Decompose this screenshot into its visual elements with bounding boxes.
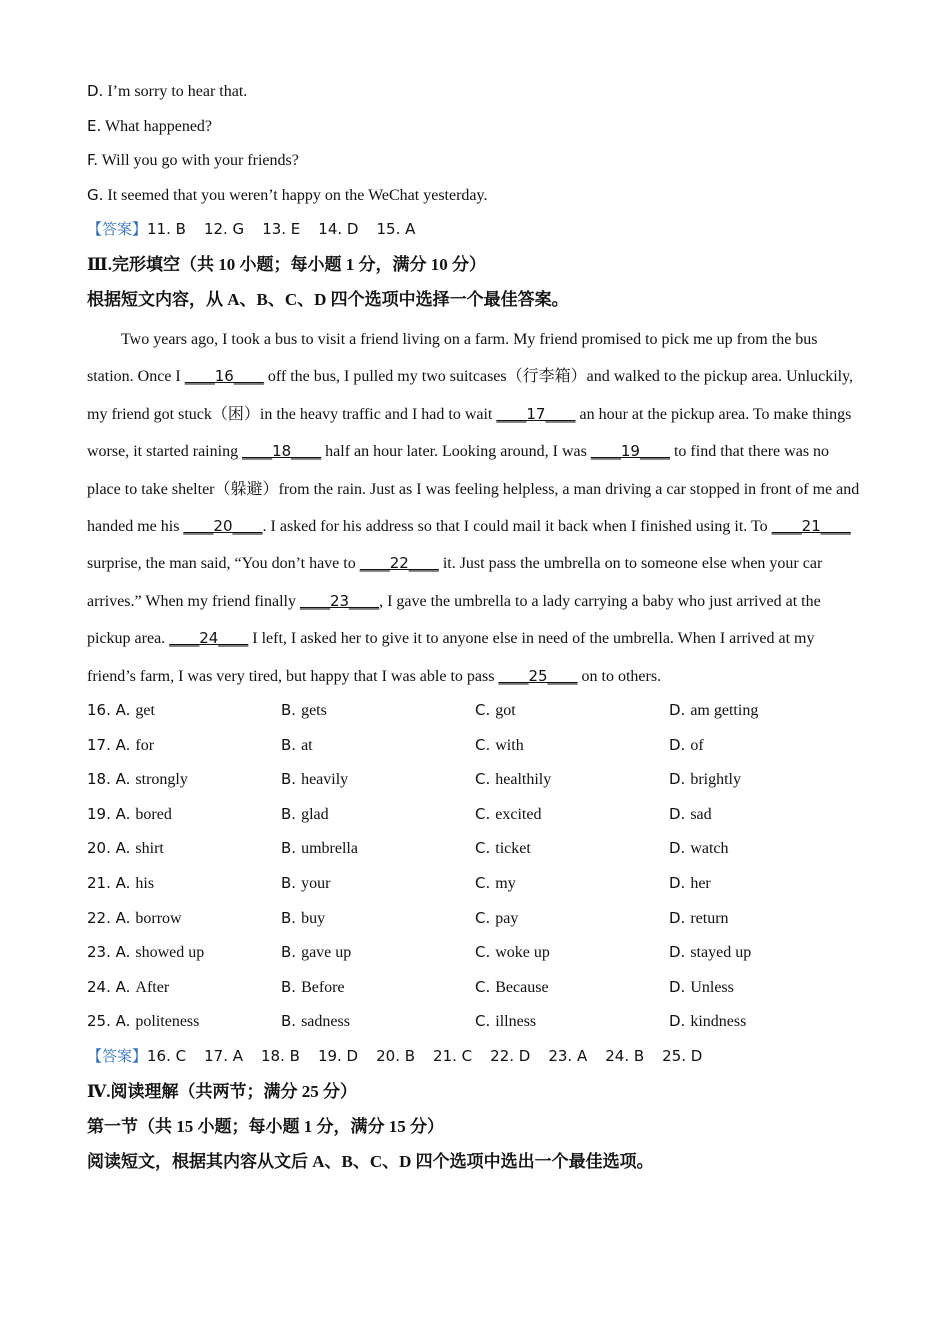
option-text: stayed up [690, 944, 752, 962]
option-text: gave up [301, 944, 352, 962]
option-c [475, 730, 524, 761]
answer-item: 17. A [204, 1046, 244, 1065]
option-b [281, 799, 329, 830]
answer-item: 12. G [203, 220, 245, 239]
option-text: umbrella [301, 840, 358, 858]
option-text: Will you go with your friends? [101, 152, 299, 170]
option-label: C. [475, 839, 491, 858]
option-b [281, 730, 313, 761]
option-label: 24. A. [87, 977, 131, 996]
option-d [669, 868, 711, 899]
section3-title: Ⅲ.完形填空（共 10 小题；每小题 1 分，满分 10 分） [87, 254, 486, 274]
option-d [669, 833, 729, 864]
option-b [281, 903, 325, 934]
answer-item: 18. B [261, 1046, 300, 1065]
option-letter: G. [87, 185, 104, 204]
passage-text: surprise, the man said, “You don’t have to [87, 555, 360, 573]
option-text: of [690, 736, 704, 754]
option-b [281, 1006, 350, 1037]
option-letter: F. [87, 151, 98, 170]
option-label: 23. A. [87, 943, 131, 962]
option-c [475, 1006, 536, 1037]
question-row [87, 695, 867, 730]
option-d [669, 730, 704, 761]
option-c [475, 764, 551, 795]
option-label: D. [669, 908, 686, 927]
blank-19: ____19____ [590, 442, 670, 461]
answer-item: 13. E [262, 220, 301, 239]
answer-tag: 【答案】 [87, 1046, 148, 1065]
option-line-d [87, 76, 867, 111]
option-text: get [135, 702, 155, 720]
option-label: B. [281, 839, 297, 858]
option-text: my [495, 875, 516, 892]
blank-17: ____17____ [496, 404, 576, 423]
option-c [475, 868, 516, 899]
option-label: D. [669, 804, 686, 823]
option-text: sadness [301, 1013, 350, 1031]
option-d [669, 903, 729, 934]
option-letter: D. [87, 82, 104, 100]
option-label: C. [475, 977, 491, 996]
option-text: return [690, 909, 729, 927]
blank-21: ____21____ [771, 517, 851, 535]
option-line-f [87, 145, 867, 180]
blank-22: ____22____ [359, 554, 439, 573]
option-label: 20. A. [87, 839, 131, 858]
option-text: kindness [690, 1013, 747, 1031]
option-text: for [135, 736, 155, 754]
passage-text: . I asked for his address so that I could mail it back when I finished using it. To [262, 518, 772, 535]
option-b [281, 695, 327, 726]
option-label: D. [669, 1012, 686, 1031]
option-label: B. [281, 977, 297, 996]
option-c [475, 799, 541, 830]
option-label: D. [669, 735, 686, 754]
option-label: D. [669, 839, 686, 858]
question-row [87, 764, 867, 799]
option-text: Unless [690, 978, 734, 996]
question-row [87, 730, 867, 765]
section4-instruction: 阅读短文，根据其内容从文后 A、B、C、D 四个选项中选出一个最佳选项。 [87, 1151, 654, 1171]
answer-item: 20. B [376, 1046, 416, 1065]
option-label: B. [281, 701, 297, 720]
question-list [87, 695, 867, 1041]
option-label: D. [669, 770, 686, 789]
option-text: gets [301, 702, 327, 720]
blank-18: ____18____ [242, 442, 322, 461]
option-label: C. [475, 770, 491, 789]
option-b [281, 972, 345, 1003]
option-label: C. [475, 804, 491, 823]
answer-item: 15. A [376, 220, 416, 239]
option-text: It seemed that you weren’t happy on the WeChat yesterday. [107, 186, 488, 204]
option-text: brightly [690, 771, 741, 789]
option-text: glad [301, 805, 329, 823]
option-a [87, 799, 172, 830]
option-label: B. [281, 908, 297, 927]
option-label: D. [669, 701, 686, 720]
section4-part1: 第一节（共 15 小题；每小题 1 分，满分 15 分） [87, 1116, 444, 1136]
answer-item: 23. A [548, 1046, 588, 1065]
option-label: 16. A. [87, 701, 131, 720]
answer-item: 14. D [318, 220, 359, 239]
answer-item: 22. D [490, 1046, 531, 1065]
passage-text: , I gave the umbrella to a lady carrying a baby who just arrived at the pickup area. [87, 592, 821, 648]
option-label: 18. A. [87, 770, 131, 789]
option-text: After [135, 978, 170, 996]
option-label: C. [475, 701, 491, 720]
option-text: shirt [135, 840, 164, 858]
option-text: Because [495, 978, 549, 996]
section3-instruction: 根据短文内容，从 A、B、C、D 四个选项中选择一个最佳答案。 [87, 289, 569, 309]
option-label: 25. A. [87, 1012, 131, 1031]
option-a [87, 903, 182, 934]
question-row [87, 833, 867, 868]
option-label: D. [669, 943, 686, 962]
question-row [87, 903, 867, 938]
option-text: got [495, 702, 516, 720]
answer-tag: 【答案】 [87, 220, 148, 239]
option-label: C. [475, 1012, 491, 1031]
blank-24: ____24____ [169, 629, 249, 648]
option-label: C. [475, 735, 491, 754]
option-label: 22. A. [87, 908, 131, 927]
option-a [87, 1006, 199, 1037]
passage-text: an hour at the pickup area. To make things worse, it started raining [87, 405, 852, 461]
option-c [475, 972, 549, 1003]
option-c [475, 695, 516, 726]
option-d [669, 937, 751, 968]
option-label: B. [281, 735, 297, 754]
option-text: I’m sorry to hear that. [107, 83, 248, 100]
option-b [281, 937, 351, 968]
option-label: C. [475, 943, 491, 962]
option-label: B. [281, 804, 297, 823]
option-text: ticket [495, 840, 531, 858]
cloze-passage [87, 321, 865, 695]
option-line-e [87, 111, 867, 146]
option-label: B. [281, 1012, 297, 1031]
option-label: 19. A. [87, 804, 131, 823]
answer-item: 25. D [662, 1046, 703, 1065]
option-a [87, 937, 204, 968]
option-text: excited [495, 805, 542, 823]
option-text: woke up [495, 944, 550, 962]
option-text: pay [495, 909, 519, 927]
answer-line-1 [87, 214, 867, 249]
option-text: his [135, 875, 155, 892]
answer-item: 24. B [605, 1046, 645, 1065]
blank-23: ____23____ [299, 591, 380, 610]
option-label: B. [281, 770, 297, 789]
option-text: buy [301, 909, 326, 927]
option-label: B. [281, 874, 297, 892]
option-line-g [87, 180, 867, 215]
passage-text: on to others. [577, 667, 662, 685]
option-c [475, 903, 518, 934]
option-a [87, 730, 154, 761]
option-text: your [301, 875, 331, 892]
option-text: showed up [135, 944, 205, 962]
option-text: illness [495, 1013, 537, 1031]
answer-item: 19. D [317, 1046, 359, 1065]
question-row [87, 868, 867, 903]
option-label: C. [475, 908, 491, 927]
document-page [87, 76, 867, 1181]
passage-text: it. Just pass the umbrella on to someone else when your car arrives.” When my friend finally [87, 555, 823, 610]
option-c [475, 937, 550, 968]
option-d [669, 764, 741, 795]
option-label: 21. A. [87, 874, 131, 892]
option-b [281, 833, 358, 864]
option-a [87, 972, 169, 1003]
passage-text: to find that there was no place to take shelter（躲避）from the rain. Just as I was feeling helpless, a man driving a car stopped in front of me and handed me his [87, 443, 860, 535]
option-label: 17. A. [87, 735, 131, 754]
option-a [87, 833, 164, 864]
option-text: healthily [495, 771, 552, 789]
option-text: with [495, 736, 524, 754]
option-label: D. [669, 977, 686, 996]
option-label: D. [669, 874, 686, 892]
option-text: borrow [135, 909, 182, 927]
passage-text: off the bus, I pulled my two suitcases（行李箱）and walked to the pickup area. Unluckily, my friend got stuck（困）in the heavy traffic and I had to wait [87, 368, 854, 423]
option-label: C. [475, 874, 491, 892]
option-letter: E. [87, 116, 102, 135]
option-b [281, 868, 330, 899]
answer-item: 11. B [147, 220, 186, 239]
option-a [87, 695, 155, 726]
passage-text: half an hour later. Looking around, I was [321, 443, 591, 461]
option-text: at [301, 736, 313, 754]
option-d [669, 972, 734, 1003]
passage-text: I left, I asked her to give it to anyone else in need of the umbrella. When I arrived at my friend’s farm, I was very tired, but happy that I was able to pass [87, 630, 815, 685]
question-row [87, 937, 867, 972]
option-text: bored [135, 805, 172, 823]
answer-item: 16. C [147, 1046, 187, 1065]
option-text: What happened? [104, 117, 213, 135]
blank-25: ____25____ [498, 666, 578, 685]
question-row [87, 1006, 867, 1041]
section4-title: Ⅳ.阅读理解（共两节；满分 25 分） [87, 1081, 358, 1101]
question-row [87, 972, 867, 1007]
option-text: heavily [301, 771, 349, 789]
option-label: B. [281, 943, 297, 962]
option-text: her [690, 875, 711, 892]
blank-20: ____20____ [183, 517, 263, 535]
answer-line-2 [87, 1041, 867, 1076]
option-d [669, 695, 758, 726]
option-a [87, 764, 188, 795]
question-row [87, 799, 867, 834]
option-text: politeness [135, 1013, 200, 1031]
passage-text: Two years ago, I took a bus to visit a friend living on a farm. My friend promised to pick me up from the bus station. Once I [87, 330, 818, 386]
option-d [669, 1006, 746, 1037]
option-c [475, 833, 531, 864]
option-b [281, 764, 348, 795]
option-d [669, 799, 712, 830]
option-text: Before [301, 978, 345, 996]
option-text: watch [690, 840, 729, 858]
option-text: strongly [135, 771, 188, 789]
option-text: sad [690, 805, 712, 823]
answer-item: 21. C [433, 1046, 473, 1065]
blank-16: ____16____ [184, 367, 264, 386]
option-text: am getting [690, 702, 759, 720]
option-a [87, 868, 154, 899]
